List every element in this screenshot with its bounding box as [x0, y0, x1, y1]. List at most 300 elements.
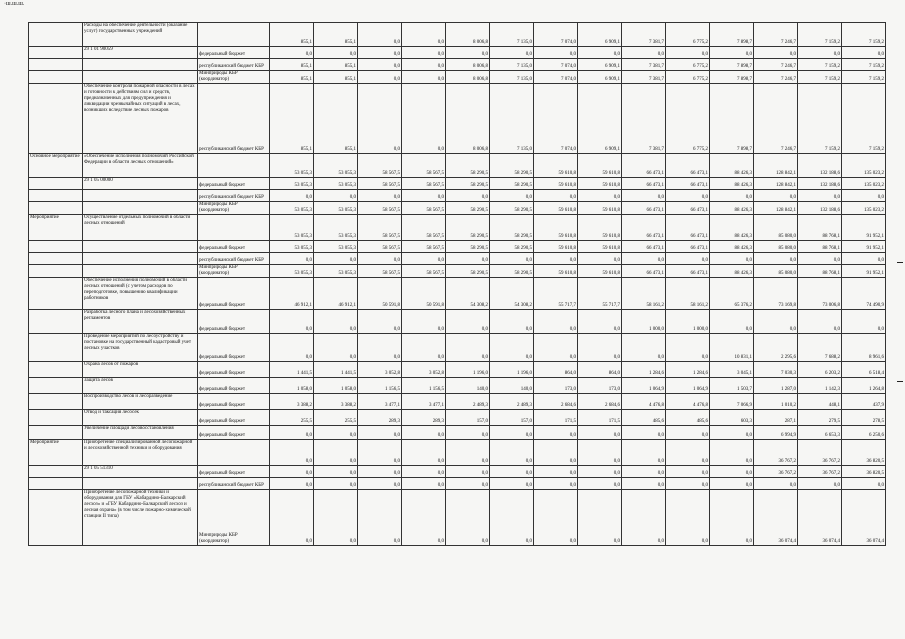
- funding-source-cell: [198, 23, 270, 47]
- amount-cell: 3 045,1: [710, 362, 754, 378]
- amount-cell: 0,0: [710, 426, 754, 440]
- row-type-cell: [29, 71, 83, 84]
- amount-cell: 0,0: [446, 426, 490, 440]
- amount-cell: 0,0: [710, 478, 754, 490]
- amount-cell: 6 775,2: [666, 84, 710, 154]
- amount-cell: 36 820,5: [842, 440, 886, 466]
- item-name-cell: 29 1 05 00000: [83, 178, 198, 190]
- amount-cell: 864,0: [578, 362, 622, 378]
- amount-cell: 7 246,7: [754, 84, 798, 154]
- amount-cell: 58 567,5: [358, 215, 402, 241]
- table-row: [29, 190, 886, 202]
- amount-cell: 58 290,5: [490, 265, 534, 278]
- amount-cell: 66 473,1: [666, 241, 710, 253]
- amount-cell: 7 135,0: [490, 23, 534, 47]
- amount-cell: 0,0: [534, 490, 578, 546]
- item-name-cell: «Обеспечение исполнения полномочий Российской Федерации в области лесных отношений»: [83, 154, 198, 178]
- amount-cell: 1 064,9: [666, 378, 710, 394]
- amount-cell: 59 610,8: [578, 215, 622, 241]
- amount-cell: 7 135,0: [490, 71, 534, 84]
- amount-cell: 855,1: [270, 23, 314, 47]
- amount-cell: 36 074,4: [798, 490, 842, 546]
- amount-cell: 0,0: [490, 334, 534, 362]
- item-name-cell: Приобретение лесопожарной техники и оборудования для ГБУ «Кабардино-Балкарский лесхоз» и «ГБУ Кабардино-Балкарский лесхоз и лесная охрана» (в том числе пожарно-химической станции II типа): [83, 490, 198, 546]
- amount-cell: 128 842,1: [754, 202, 798, 215]
- amount-cell: 864,0: [534, 362, 578, 378]
- amount-cell: 59 610,8: [578, 241, 622, 253]
- funding-source-cell: республиканский бюджет КБР: [198, 190, 270, 202]
- item-name-cell: 29 1 01 90059: [83, 47, 198, 59]
- row-type-cell: Мероприятие: [29, 440, 83, 466]
- funding-source-cell: [198, 154, 270, 178]
- amount-cell: 8 006,8: [446, 23, 490, 47]
- amount-cell: 0,0: [578, 440, 622, 466]
- amount-cell: 0,0: [402, 253, 446, 265]
- amount-cell: 88 426,3: [710, 241, 754, 253]
- amount-cell: 0,0: [622, 253, 666, 265]
- amount-cell: 8 006,8: [446, 84, 490, 154]
- amount-cell: 1 058,0: [314, 378, 358, 394]
- amount-cell: 0,0: [666, 426, 710, 440]
- amount-cell: 0,0: [358, 478, 402, 490]
- amount-cell: 1 156,5: [402, 378, 446, 394]
- item-name-cell: [83, 253, 198, 265]
- amount-cell: 66 473,1: [666, 202, 710, 215]
- amount-cell: 0,0: [798, 190, 842, 202]
- amount-cell: 0,0: [402, 440, 446, 466]
- amount-cell: 0,0: [490, 490, 534, 546]
- table-row: [29, 178, 886, 190]
- margin-mark: [897, 381, 903, 382]
- amount-cell: 59 610,8: [578, 178, 622, 190]
- amount-cell: 0,0: [534, 47, 578, 59]
- amount-cell: 58 290,5: [490, 178, 534, 190]
- amount-cell: 88 768,1: [798, 241, 842, 253]
- amount-cell: 603,3: [710, 410, 754, 426]
- amount-cell: 59 610,8: [534, 178, 578, 190]
- amount-cell: 0,0: [622, 466, 666, 478]
- amount-cell: 58 567,5: [358, 154, 402, 178]
- table-row: [29, 410, 886, 426]
- amount-cell: 0,0: [446, 466, 490, 478]
- amount-cell: 7 066,9: [710, 394, 754, 410]
- amount-cell: 73 169,8: [754, 278, 798, 310]
- amount-cell: 0,0: [534, 190, 578, 202]
- amount-cell: 0,0: [578, 310, 622, 334]
- amount-cell: 135 023,2: [842, 202, 886, 215]
- amount-cell: 0,0: [710, 253, 754, 265]
- amount-cell: 6 775,2: [666, 59, 710, 71]
- amount-cell: 53 055,3: [270, 178, 314, 190]
- amount-cell: 173,0: [534, 378, 578, 394]
- amount-cell: 58 290,5: [446, 202, 490, 215]
- amount-cell: 855,1: [270, 84, 314, 154]
- amount-cell: 0,0: [270, 490, 314, 546]
- amount-cell: 53 055,3: [270, 215, 314, 241]
- amount-cell: 7 159,2: [842, 84, 886, 154]
- amount-cell: 54 308,2: [490, 278, 534, 310]
- amount-cell: 4 476,8: [622, 394, 666, 410]
- amount-cell: 88 426,3: [710, 265, 754, 278]
- amount-cell: 7 381,7: [622, 71, 666, 84]
- amount-cell: 58 567,5: [358, 265, 402, 278]
- amount-cell: 7 898,7: [710, 23, 754, 47]
- funding-source-cell: республиканский бюджет КБР: [198, 253, 270, 265]
- amount-cell: 0,0: [270, 190, 314, 202]
- amount-cell: 0,0: [710, 310, 754, 334]
- amount-cell: 0,0: [666, 466, 710, 478]
- funding-source-cell: федеральный бюджет: [198, 241, 270, 253]
- table-row: [29, 215, 886, 241]
- amount-cell: 36 767,2: [798, 440, 842, 466]
- table-row: [29, 466, 886, 478]
- amount-cell: 0,0: [798, 310, 842, 334]
- amount-cell: 0,0: [578, 47, 622, 59]
- amount-cell: 2 295,6: [754, 334, 798, 362]
- amount-cell: 58 290,5: [446, 178, 490, 190]
- table-row: [29, 440, 886, 466]
- amount-cell: 0,0: [622, 426, 666, 440]
- table-row: [29, 84, 886, 154]
- amount-cell: 0,0: [754, 190, 798, 202]
- amount-cell: 58 290,5: [490, 154, 534, 178]
- amount-cell: 0,0: [578, 334, 622, 362]
- funding-source-cell: федеральный бюджет: [198, 466, 270, 478]
- amount-cell: 0,0: [446, 334, 490, 362]
- amount-cell: 50 591,8: [402, 278, 446, 310]
- amount-cell: 135 023,2: [842, 178, 886, 190]
- amount-cell: 7 159,2: [798, 23, 842, 47]
- amount-cell: 157,0: [490, 410, 534, 426]
- amount-cell: 36 767,2: [754, 440, 798, 466]
- funding-source-cell: [198, 440, 270, 466]
- amount-cell: 1 000,0: [622, 310, 666, 334]
- amount-cell: 6 994,9: [754, 426, 798, 440]
- amount-cell: 53 055,3: [270, 265, 314, 278]
- amount-cell: 3 388,2: [270, 394, 314, 410]
- amount-cell: 1 010,2: [754, 394, 798, 410]
- amount-cell: 6 775,2: [666, 23, 710, 47]
- amount-cell: 278,5: [842, 410, 886, 426]
- funding-source-cell: [198, 215, 270, 241]
- row-type-cell: Основное мероприятие: [29, 154, 83, 178]
- amount-cell: 485,6: [666, 410, 710, 426]
- amount-cell: 1 441,5: [270, 362, 314, 378]
- funding-source-cell: Минприроды КБР (координатор): [198, 490, 270, 546]
- table-row: [29, 334, 886, 362]
- amount-cell: 0,0: [270, 253, 314, 265]
- amount-cell: 66 473,1: [622, 215, 666, 241]
- amount-cell: 66 473,1: [666, 265, 710, 278]
- amount-cell: 128 842,1: [754, 178, 798, 190]
- amount-cell: 0,0: [842, 190, 886, 202]
- funding-source-cell: республиканский бюджет КБР: [198, 59, 270, 71]
- amount-cell: 55 717,7: [578, 278, 622, 310]
- row-type-cell: [29, 478, 83, 490]
- item-name-cell: Увеличение площади лесовосстановления: [83, 426, 198, 440]
- amount-cell: 0,0: [270, 478, 314, 490]
- margin-mark: [897, 262, 903, 263]
- amount-cell: 0,0: [534, 440, 578, 466]
- amount-cell: 0,0: [798, 478, 842, 490]
- amount-cell: 0,0: [402, 71, 446, 84]
- amount-cell: 0,0: [490, 47, 534, 59]
- funding-source-cell: Минприроды КБР (координатор): [198, 71, 270, 84]
- amount-cell: 66 473,1: [622, 154, 666, 178]
- amount-cell: 485,6: [622, 410, 666, 426]
- funding-source-cell: федеральный бюджет: [198, 310, 270, 334]
- amount-cell: 6 909,1: [578, 71, 622, 84]
- row-type-cell: [29, 253, 83, 265]
- amount-cell: 0,0: [666, 253, 710, 265]
- amount-cell: 53 055,3: [270, 154, 314, 178]
- amount-cell: 66 473,1: [622, 178, 666, 190]
- item-name-cell: Воспроизводство лесов и лесоразведение: [83, 394, 198, 410]
- amount-cell: 0,0: [754, 47, 798, 59]
- amount-cell: 0,0: [358, 310, 402, 334]
- amount-cell: 0,0: [666, 190, 710, 202]
- amount-cell: 855,1: [270, 59, 314, 71]
- amount-cell: 132 188,6: [798, 154, 842, 178]
- amount-cell: 0,0: [534, 310, 578, 334]
- amount-cell: 6 775,2: [666, 71, 710, 84]
- item-name-cell: Расходы на обеспечение деятельности (оказание услуг) государственных учреждений: [83, 23, 198, 47]
- amount-cell: 0,0: [402, 466, 446, 478]
- amount-cell: 0,0: [534, 426, 578, 440]
- amount-cell: 58 567,5: [402, 265, 446, 278]
- amount-cell: 0,0: [358, 466, 402, 478]
- amount-cell: 7 159,2: [842, 23, 886, 47]
- amount-cell: 58 567,5: [358, 202, 402, 215]
- amount-cell: 0,0: [622, 440, 666, 466]
- funding-source-cell: федеральный бюджет: [198, 278, 270, 310]
- amount-cell: 135 023,2: [842, 154, 886, 178]
- item-name-cell: 29 1 05 51310: [83, 466, 198, 478]
- amount-cell: 58 290,5: [446, 241, 490, 253]
- amount-cell: 0,0: [314, 478, 358, 490]
- amount-cell: 0,0: [446, 490, 490, 546]
- item-name-cell: Проведение мероприятий по лесоустройству и постановке на государственный кадастровый учет лесных участков: [83, 334, 198, 362]
- amount-cell: 0,0: [270, 466, 314, 478]
- table-row: [29, 154, 886, 178]
- amount-cell: 0,0: [622, 334, 666, 362]
- amount-cell: 0,0: [842, 478, 886, 490]
- amount-cell: 58 290,5: [490, 215, 534, 241]
- amount-cell: 10 831,1: [710, 334, 754, 362]
- amount-cell: 0,0: [490, 426, 534, 440]
- amount-cell: 0,0: [842, 310, 886, 334]
- amount-cell: 88 768,1: [798, 265, 842, 278]
- amount-cell: 0,0: [314, 310, 358, 334]
- amount-cell: 0,0: [490, 440, 534, 466]
- amount-cell: 0,0: [446, 253, 490, 265]
- row-type-cell: [29, 394, 83, 410]
- amount-cell: 0,0: [754, 478, 798, 490]
- row-type-cell: [29, 278, 83, 310]
- amount-cell: 7 381,7: [622, 84, 666, 154]
- amount-cell: 59 610,8: [534, 265, 578, 278]
- row-type-cell: [29, 378, 83, 394]
- amount-cell: 855,1: [314, 23, 358, 47]
- amount-cell: 3 052,8: [358, 362, 402, 378]
- amount-cell: 0,0: [446, 190, 490, 202]
- amount-cell: 0,0: [446, 47, 490, 59]
- funding-source-cell: республиканский бюджет КБР: [198, 478, 270, 490]
- amount-cell: 66 473,1: [666, 178, 710, 190]
- amount-cell: 46 912,1: [314, 278, 358, 310]
- amount-cell: 140,0: [446, 378, 490, 394]
- amount-cell: 58 567,5: [402, 178, 446, 190]
- item-name-cell: Отвод и таксация лесосек: [83, 410, 198, 426]
- row-type-cell: [29, 466, 83, 478]
- amount-cell: 7 688,2: [798, 334, 842, 362]
- amount-cell: 74 490,9: [842, 278, 886, 310]
- amount-cell: 88 426,3: [710, 202, 754, 215]
- table-row: [29, 310, 886, 334]
- amount-cell: 54 308,2: [446, 278, 490, 310]
- amount-cell: 0,0: [314, 426, 358, 440]
- amount-cell: 0,0: [798, 47, 842, 59]
- row-type-cell: Мероприятие: [29, 215, 83, 241]
- amount-cell: 0,0: [578, 426, 622, 440]
- amount-cell: 3 477,1: [358, 394, 402, 410]
- amount-cell: 1 196,0: [446, 362, 490, 378]
- amount-cell: 855,1: [270, 71, 314, 84]
- amount-cell: 0,0: [358, 23, 402, 47]
- amount-cell: 55 717,7: [534, 278, 578, 310]
- amount-cell: 0,0: [578, 490, 622, 546]
- amount-cell: 59 610,8: [578, 265, 622, 278]
- amount-cell: 7 074,0: [534, 59, 578, 71]
- amount-cell: 36 074,4: [754, 490, 798, 546]
- amount-cell: 58 290,5: [446, 154, 490, 178]
- amount-cell: 7 074,0: [534, 84, 578, 154]
- amount-cell: 58 161,2: [622, 278, 666, 310]
- amount-cell: 0,0: [358, 253, 402, 265]
- amount-cell: 1 441,5: [314, 362, 358, 378]
- amount-cell: 53 055,3: [314, 202, 358, 215]
- amount-cell: 0,0: [402, 478, 446, 490]
- amount-cell: 59 610,8: [534, 215, 578, 241]
- table-row: [29, 47, 886, 59]
- funding-source-cell: федеральный бюджет: [198, 334, 270, 362]
- funding-source-cell: федеральный бюджет: [198, 378, 270, 394]
- amount-cell: 7 159,2: [842, 71, 886, 84]
- amount-cell: 91 952,1: [842, 265, 886, 278]
- amount-cell: 0,0: [270, 310, 314, 334]
- item-name-cell: Обеспечение контроля пожарной опасности в лесах и готовности к действиям сил и средств, предназначенных для предупреждения и ликвидации чрезвычайных ситуаций в лесах, возникших вследствие лесных пожаров: [83, 84, 198, 154]
- amount-cell: 437,9: [842, 394, 886, 410]
- amount-cell: 0,0: [358, 490, 402, 546]
- amount-cell: 255,5: [270, 410, 314, 426]
- amount-cell: 0,0: [842, 47, 886, 59]
- amount-cell: 0,0: [622, 190, 666, 202]
- funding-source-cell: федеральный бюджет: [198, 178, 270, 190]
- amount-cell: 8 006,8: [446, 71, 490, 84]
- table-row: [29, 378, 886, 394]
- amount-cell: 7 030,3: [754, 362, 798, 378]
- amount-cell: 7 898,7: [710, 59, 754, 71]
- amount-cell: 6 250,6: [842, 426, 886, 440]
- amount-cell: 0,0: [754, 253, 798, 265]
- row-type-cell: [29, 426, 83, 440]
- amount-cell: 2 489,3: [490, 394, 534, 410]
- funding-source-cell: Минприроды КБР (координатор): [198, 265, 270, 278]
- amount-cell: 88 426,3: [710, 215, 754, 241]
- table-row: [29, 426, 886, 440]
- amount-cell: 7 898,7: [710, 84, 754, 154]
- amount-cell: 1 284,6: [622, 362, 666, 378]
- amount-cell: 58 567,5: [358, 178, 402, 190]
- amount-cell: 58 567,5: [358, 241, 402, 253]
- row-type-cell: [29, 202, 83, 215]
- row-type-cell: [29, 190, 83, 202]
- item-name-cell: Обеспечение исполнения полномочий в области лесных отношений (с учетом расходов по переподготовке, повышению квалификации работников: [83, 278, 198, 310]
- amount-cell: 0,0: [534, 334, 578, 362]
- amount-cell: 0,0: [622, 47, 666, 59]
- amount-cell: 7 074,0: [534, 23, 578, 47]
- amount-cell: 91 952,1: [842, 215, 886, 241]
- amount-cell: 1 064,9: [622, 378, 666, 394]
- amount-cell: 0,0: [534, 466, 578, 478]
- row-type-cell: [29, 178, 83, 190]
- amount-cell: 0,0: [446, 478, 490, 490]
- amount-cell: 88 768,1: [798, 215, 842, 241]
- amount-cell: 0,0: [270, 426, 314, 440]
- amount-cell: 1 264,8: [842, 378, 886, 394]
- amount-cell: 0,0: [402, 59, 446, 71]
- amount-cell: 0,0: [534, 478, 578, 490]
- row-type-cell: [29, 47, 83, 59]
- row-type-cell: [29, 23, 83, 47]
- amount-cell: 85 080,0: [754, 241, 798, 253]
- amount-cell: 132 188,6: [798, 202, 842, 215]
- amount-cell: 0,0: [622, 478, 666, 490]
- amount-cell: 59 610,8: [534, 241, 578, 253]
- amount-cell: 66 473,1: [622, 202, 666, 215]
- amount-cell: 0,0: [710, 466, 754, 478]
- item-name-cell: [83, 241, 198, 253]
- amount-cell: 0,0: [314, 253, 358, 265]
- amount-cell: 0,0: [710, 190, 754, 202]
- amount-cell: 855,1: [314, 84, 358, 154]
- amount-cell: 1 287,0: [754, 378, 798, 394]
- amount-cell: 85 080,0: [754, 215, 798, 241]
- item-name-cell: Осуществление отдельных полномочий в области лесных отношений: [83, 215, 198, 241]
- amount-cell: 59 610,8: [534, 202, 578, 215]
- amount-cell: 58 290,5: [446, 215, 490, 241]
- amount-cell: 58 567,5: [402, 215, 446, 241]
- amount-cell: 0,0: [490, 190, 534, 202]
- row-type-cell: [29, 241, 83, 253]
- amount-cell: 448,1: [798, 394, 842, 410]
- amount-cell: 58 567,5: [402, 154, 446, 178]
- row-type-cell: [29, 59, 83, 71]
- amount-cell: 53 055,3: [314, 241, 358, 253]
- table-row: [29, 490, 886, 546]
- table-row: [29, 478, 886, 490]
- amount-cell: 0,0: [358, 190, 402, 202]
- funding-source-cell: федеральный бюджет: [198, 426, 270, 440]
- amount-cell: 0,0: [314, 190, 358, 202]
- amount-cell: 58 567,5: [402, 202, 446, 215]
- amount-cell: 2 489,3: [446, 394, 490, 410]
- amount-cell: 53 055,3: [270, 241, 314, 253]
- amount-cell: 0,0: [314, 466, 358, 478]
- amount-cell: 0,0: [490, 253, 534, 265]
- amount-cell: 0,0: [666, 334, 710, 362]
- amount-cell: 0,0: [314, 440, 358, 466]
